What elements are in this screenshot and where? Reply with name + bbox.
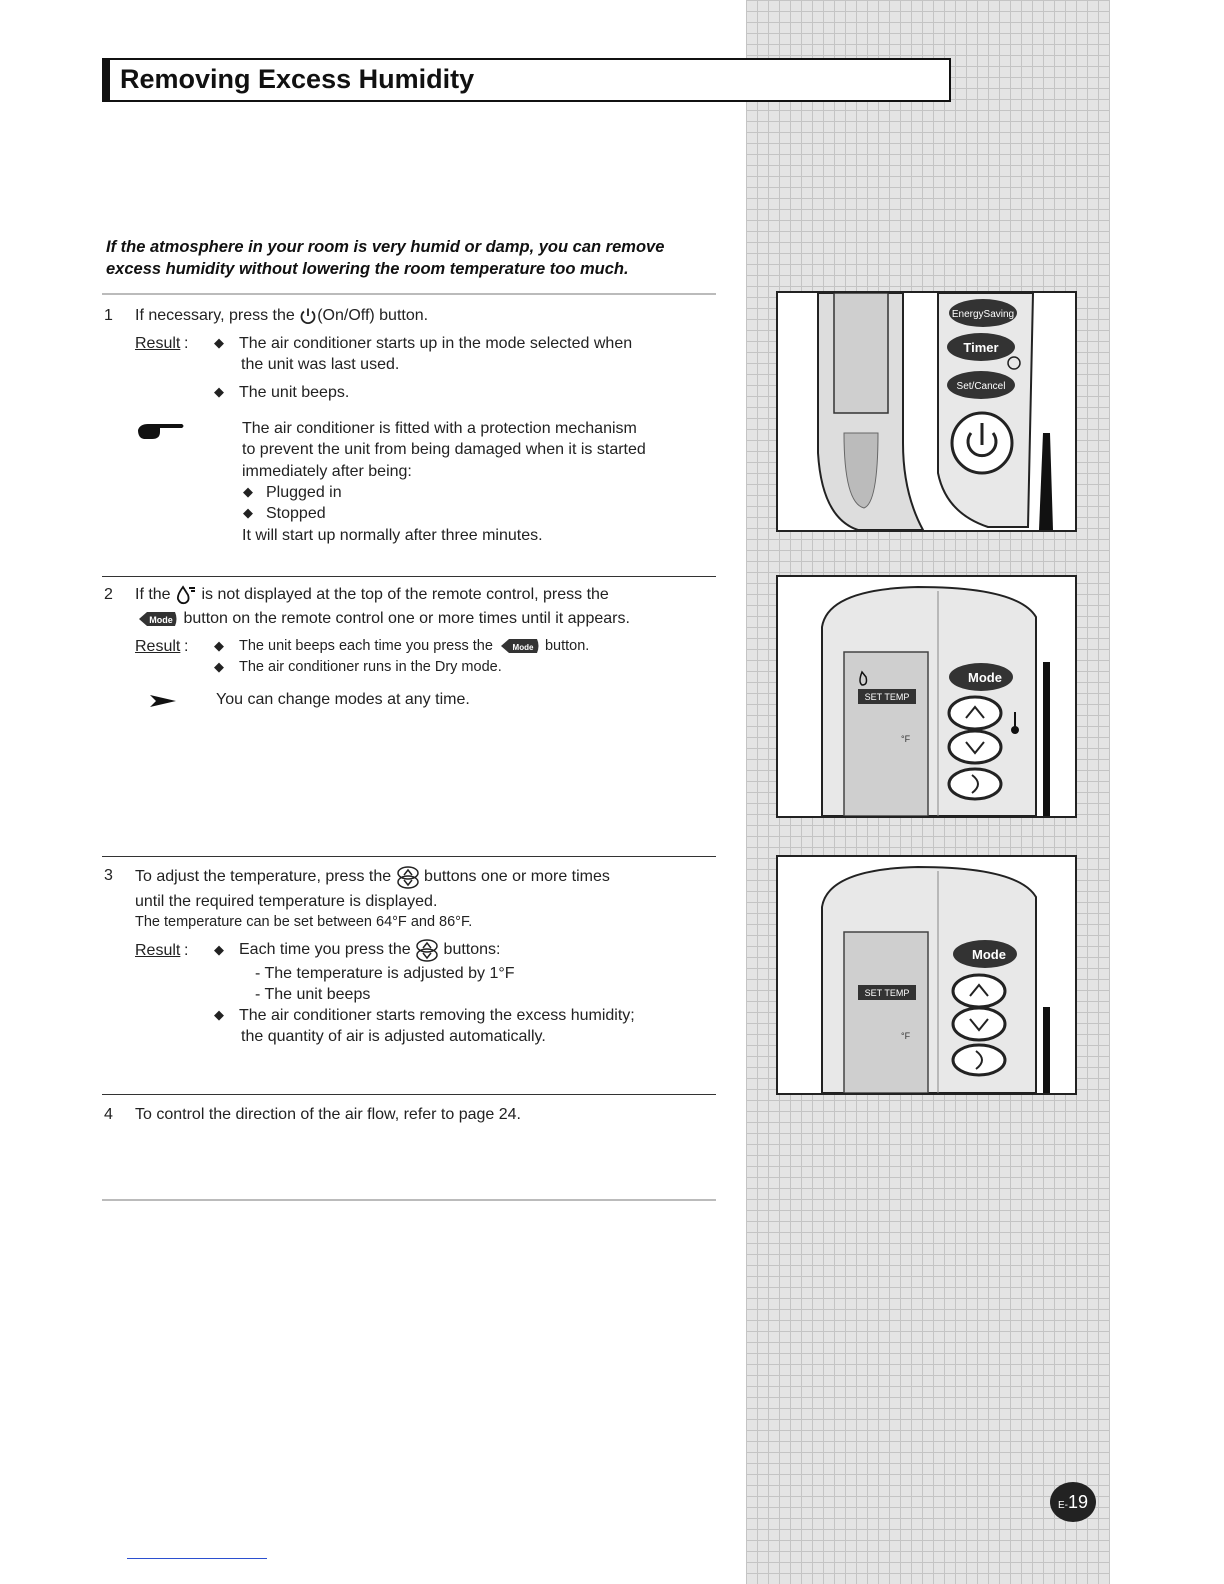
dry-mode-icon (175, 585, 197, 605)
note-item: Plugged in (266, 484, 342, 501)
pointing-hand-icon (136, 420, 186, 442)
footer-line (127, 1558, 267, 1559)
result-label: Result (135, 942, 181, 959)
svg-text:Set/Cancel: Set/Cancel (956, 381, 1006, 392)
remote-temp-drawing (778, 857, 1075, 1093)
step1-bullet1-line1: The air conditioner starts up in the mode selected when (239, 335, 633, 352)
colon: : (184, 942, 189, 959)
svg-text:°F: °F (901, 1031, 911, 1041)
step2-line1-a: If the (135, 586, 176, 603)
step2-bullet1 (239, 636, 589, 657)
bullet-diamond-icon: ◆ (214, 638, 224, 653)
note-end: It will start up normally after three minutes. (242, 527, 543, 544)
step2-line1 (135, 584, 609, 605)
page-title-box (102, 58, 951, 102)
step-number: 4 (104, 1106, 113, 1123)
step1-text-a: If necessary, press the (135, 307, 300, 324)
step1-text (135, 305, 428, 326)
step2-bullet1-a: The unit beeps each time you press the (239, 638, 497, 654)
step3-bullet1 (239, 938, 500, 962)
divider (102, 1199, 716, 1201)
intro-line-1: If the atmosphere in your room is very humid or damp, you can remove (106, 238, 665, 256)
divider (102, 576, 716, 577)
remote-power-drawing (778, 293, 1075, 530)
step2-bullet2: The air conditioner runs in the Dry mode. (239, 659, 502, 675)
page-title: Removing Excess Humidity (120, 64, 475, 94)
bullet-diamond-icon: ◆ (243, 484, 253, 499)
step3-bullet1-a: Each time you press the (239, 941, 416, 959)
remote-illustration-power (776, 291, 1077, 532)
page-number-badge (1050, 1482, 1096, 1522)
result-label: Result (135, 638, 181, 655)
note-line: immediately after being: (242, 463, 412, 480)
svg-text:Mode: Mode (972, 947, 1006, 962)
bullet-diamond-icon: ◆ (214, 384, 224, 399)
svg-text:Mode: Mode (512, 643, 534, 653)
svg-text:Mode: Mode (149, 614, 173, 625)
step3-bullet1-b: buttons: (439, 941, 501, 959)
temp-up-down-icon (396, 865, 420, 889)
bullet-diamond-icon: ◆ (214, 942, 224, 957)
step1-bullet2: The unit beeps. (239, 384, 350, 401)
step4-text: To control the direction of the air flow, refer to page 24. (135, 1106, 521, 1123)
note-line: The air conditioner is fitted with a protection mechanism (242, 420, 637, 437)
note-item: Stopped (266, 505, 326, 522)
power-icon (299, 307, 317, 325)
remote-illustration-mode (776, 575, 1077, 818)
svg-text:Mode: Mode (968, 670, 1002, 685)
step2-line2 (135, 608, 630, 629)
step-number: 1 (104, 307, 113, 324)
step2-bullet1-b: button. (540, 638, 590, 654)
step3-line1-a: To adjust the temperature, press the (135, 868, 396, 886)
step2-line2-b: button on the remote control one or more times until it appears. (179, 610, 630, 627)
page-number: 19 (1067, 1492, 1089, 1512)
bullet-diamond-icon: ◆ (214, 659, 224, 674)
step-number: 3 (104, 867, 113, 884)
colon: : (184, 638, 189, 655)
step3-line1 (135, 865, 610, 889)
colon: : (184, 335, 189, 352)
intro-line-2: excess humidity without lowering the room temperature too much. (106, 260, 629, 278)
page-number-prefix: E- (1057, 1500, 1068, 1511)
step3-sub1: - The temperature is adjusted by 1°F (255, 965, 515, 982)
title-bar-accent (104, 60, 110, 100)
bullet-diamond-icon: ◆ (214, 1007, 224, 1022)
bullet-diamond-icon: ◆ (214, 335, 224, 350)
bullet-diamond-icon: ◆ (243, 505, 253, 520)
divider (102, 1094, 716, 1095)
note-line: to prevent the unit from being damaged when it is started (242, 441, 646, 458)
step1-text-b: (On/Off) button. (317, 307, 429, 324)
mode-button-icon (497, 638, 541, 654)
step3-sub2: - The unit beeps (255, 986, 371, 1003)
svg-text:Timer: Timer (963, 340, 999, 355)
step3-bullet2-line1: The air conditioner starts removing the excess humidity; (239, 1007, 635, 1024)
svg-text:SET TEMP: SET TEMP (864, 988, 910, 998)
divider (102, 856, 716, 857)
step-number: 2 (104, 586, 113, 603)
svg-text:°F: °F (901, 734, 911, 744)
step3-line1-b: buttons one or more times (419, 868, 610, 886)
step2-line1-b: is not displayed at the top of the remote control, press the (197, 586, 609, 603)
step1-bullet1-line2: the unit was last used. (241, 356, 400, 373)
step3-line2: until the required temperature is displayed. (135, 893, 438, 910)
tip-text: You can change modes at any time. (216, 691, 470, 708)
intro-text (106, 236, 718, 280)
step3-line3: The temperature can be set between 64°F and 86°F. (135, 914, 473, 930)
divider (102, 293, 716, 295)
result-label: Result (135, 335, 181, 352)
svg-text:EnergySaving: EnergySaving (951, 309, 1015, 320)
step3-bullet2-line2: the quantity of air is adjusted automatically. (241, 1028, 546, 1045)
arrow-tip-icon (149, 694, 177, 708)
remote-mode-drawing (778, 577, 1075, 816)
temp-up-down-icon (415, 938, 439, 962)
mode-button-icon (135, 610, 179, 628)
svg-text:SET TEMP: SET TEMP (864, 692, 910, 702)
remote-illustration-temp (776, 855, 1077, 1095)
